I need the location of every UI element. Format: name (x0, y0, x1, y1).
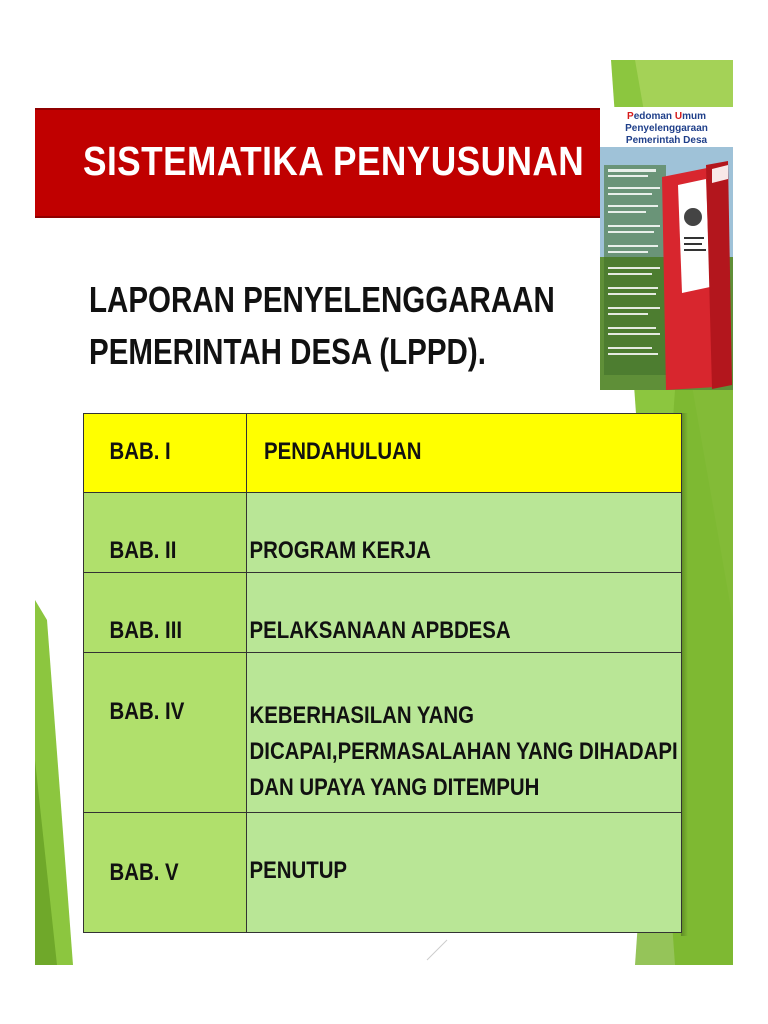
chapter-content: PENUTUP (249, 857, 348, 884)
book-cover-title (600, 111, 733, 147)
chapter-label: BAB. IV (109, 698, 185, 725)
chapter-content (247, 653, 678, 806)
chapter-label: BAB. I (109, 438, 171, 465)
chapter-label-cell (84, 813, 247, 933)
subtitle-line-1: LAPORAN PENYELENGGARAAN (89, 279, 555, 320)
cover-title-red-p: P (627, 111, 634, 122)
deco-line (427, 940, 447, 960)
cover-title-blue-1: edoman (633, 111, 675, 122)
book-cover-image (600, 107, 733, 390)
chapter-label: BAB. III (109, 617, 183, 644)
chapter-content-line: DAN UPAYA YANG DITEMPUH (249, 774, 540, 801)
chapter-label: BAB. II (109, 537, 177, 564)
chapter-label-cell (84, 573, 247, 653)
table-shadow (681, 413, 688, 936)
slide (35, 60, 733, 965)
chapter-content: PENDAHULUAN (264, 438, 422, 465)
slide-title: SISTEMATIKA PENYUSUNAN (83, 138, 585, 184)
slide-subtitle (89, 274, 555, 378)
table-row (84, 813, 682, 933)
book-cover-art (600, 107, 733, 390)
chapter-content-line: KEBERHASILAN YANG (249, 702, 474, 729)
chapter-label-cell (84, 493, 247, 573)
chapter-label: BAB. V (109, 859, 179, 886)
chapter-content-cell (247, 813, 682, 933)
subtitle-line-2: PEMERINTAH DESA (LPPD). (89, 331, 486, 372)
table-row (84, 414, 682, 493)
title-bar (35, 108, 625, 218)
chapter-content-cell (247, 493, 682, 573)
chapter-table (83, 413, 682, 933)
cover-title-red-u: U (674, 111, 683, 122)
chapter-content-cell (247, 573, 682, 653)
cover-title-blue-2: mum (682, 111, 706, 122)
chapter-content-line: DICAPAI,PERMASALAHAN YANG DIHADAPI (249, 738, 678, 765)
cover-title-line2: Penyelenggaraan Pemerintah Desa (625, 123, 708, 146)
chapter-label-cell (84, 414, 247, 493)
chapter-content: PROGRAM KERJA (249, 537, 431, 564)
table-row (84, 493, 682, 573)
chapter-label-cell (84, 653, 247, 813)
chapter-content-cell (247, 414, 682, 493)
chapter-content: PELAKSANAAN APBDESA (249, 617, 511, 644)
table-row (84, 573, 682, 653)
chapter-content-cell (247, 653, 682, 813)
table-row (84, 653, 682, 813)
